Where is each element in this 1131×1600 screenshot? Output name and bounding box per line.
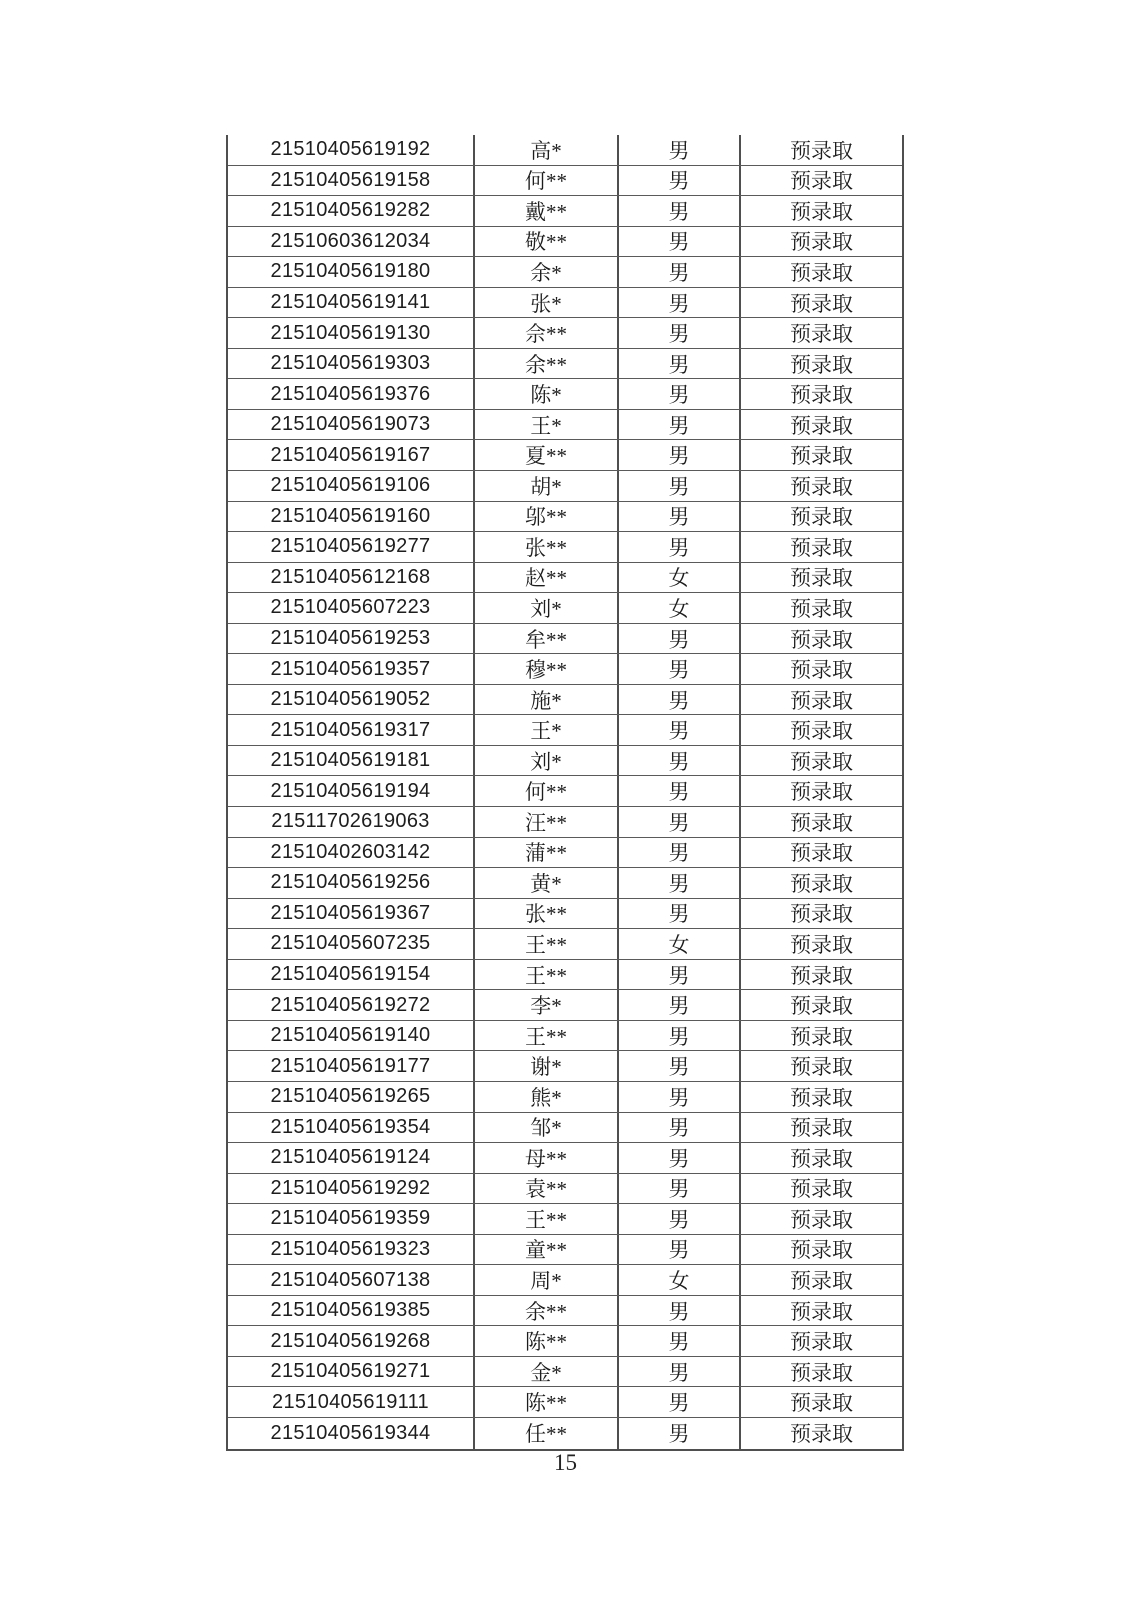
candidate-name-cell: 余** [473, 1296, 617, 1326]
candidate-id-cell: 21510405607138 [270, 1268, 431, 1291]
candidate-name-cell: 牟** [473, 624, 617, 654]
gender-cell: 男 [617, 502, 739, 532]
candidate-name-cell: 余** [473, 349, 617, 379]
status-cell: 预录取 [739, 1296, 902, 1326]
gender-cell: 男 [617, 135, 739, 165]
candidate-id-cell: 21510405619256 [270, 871, 431, 894]
candidate-name-cell: 王* [473, 410, 617, 440]
candidate-name-cell: 胡* [473, 471, 617, 501]
table-row [228, 410, 902, 441]
candidate-id-cell: 21510405619317 [270, 718, 431, 741]
candidate-id-cell: 21510405619253 [270, 627, 431, 650]
status-cell: 预录取 [739, 1204, 902, 1234]
candidate-name-cell: 谢* [473, 1051, 617, 1081]
table-row [228, 288, 902, 319]
table-row [228, 318, 902, 349]
candidate-id-cell: 21510405619292 [270, 1176, 431, 1199]
candidate-id-cell: 21510405612168 [270, 565, 431, 588]
status-cell: 预录取 [739, 349, 902, 379]
status-cell: 预录取 [739, 166, 902, 196]
status-cell: 预录取 [739, 776, 902, 806]
gender-cell: 男 [617, 1326, 739, 1356]
status-cell: 预录取 [739, 1418, 902, 1449]
candidate-name-cell: 王** [473, 929, 617, 959]
candidate-id-cell: 21510405619106 [270, 474, 431, 497]
gender-cell: 男 [617, 1051, 739, 1081]
gender-cell: 男 [617, 379, 739, 409]
table-row [228, 654, 902, 685]
table-row [228, 1174, 902, 1205]
table-row [228, 624, 902, 655]
candidate-id-cell: 21510405619154 [270, 963, 431, 986]
gender-cell: 男 [617, 349, 739, 379]
candidate-id-cell: 21510405619181 [270, 749, 431, 772]
status-cell: 预录取 [739, 1082, 902, 1112]
status-cell: 预录取 [739, 715, 902, 745]
status-cell: 预录取 [739, 227, 902, 257]
candidate-id-cell: 21510405619277 [270, 535, 431, 558]
gender-cell: 男 [617, 1357, 739, 1387]
candidate-id-cell: 21510405619141 [270, 291, 431, 313]
candidate-id-cell: 21510405619052 [270, 688, 431, 711]
status-cell: 预录取 [739, 746, 902, 776]
status-cell: 预录取 [739, 593, 902, 623]
gender-cell: 男 [617, 471, 739, 501]
status-cell: 预录取 [739, 960, 902, 990]
table-row [228, 1235, 902, 1266]
candidate-name-cell: 何** [473, 166, 617, 196]
gender-cell: 男 [617, 838, 739, 868]
candidate-id-cell: 21511702619063 [271, 810, 430, 833]
candidate-id-cell: 21510405619282 [270, 199, 431, 222]
status-cell: 预录取 [739, 1357, 902, 1387]
table-row [228, 960, 902, 991]
candidate-name-cell: 汪** [473, 807, 617, 837]
page-number: 15 [554, 1450, 577, 1475]
status-cell: 预录取 [739, 624, 902, 654]
status-cell: 预录取 [739, 990, 902, 1020]
candidate-id-cell: 21510405607223 [270, 596, 431, 619]
table-row [228, 1418, 902, 1449]
table-row [228, 868, 902, 899]
gender-cell: 男 [617, 288, 739, 318]
candidate-id-cell: 21510405619158 [270, 168, 431, 191]
table-row [228, 440, 902, 471]
candidate-name-cell: 袁** [473, 1174, 617, 1204]
table-row [228, 563, 902, 594]
candidate-name-cell: 黄* [473, 868, 617, 898]
candidate-name-cell: 周* [473, 1265, 617, 1295]
candidate-id-cell: 21510405619194 [270, 779, 431, 802]
gender-cell: 男 [617, 410, 739, 440]
status-cell: 预录取 [739, 1113, 902, 1143]
gender-cell: 男 [617, 1021, 739, 1051]
gender-cell: 男 [617, 1113, 739, 1143]
status-cell: 预录取 [739, 1174, 902, 1204]
status-cell: 预录取 [739, 318, 902, 348]
candidate-name-cell: 夏** [473, 440, 617, 470]
status-cell: 预录取 [739, 1021, 902, 1051]
candidate-name-cell: 邬** [473, 502, 617, 532]
table-row [228, 1357, 902, 1388]
candidate-id-cell: 21510405619385 [270, 1299, 431, 1322]
status-cell: 预录取 [739, 471, 902, 501]
table-row [228, 990, 902, 1021]
gender-cell: 男 [617, 868, 739, 898]
gender-cell: 男 [617, 715, 739, 745]
candidate-id-cell: 21510405607235 [270, 932, 431, 955]
table-row [228, 715, 902, 746]
candidate-name-cell: 陈* [473, 379, 617, 409]
candidate-name-cell: 张** [473, 899, 617, 929]
candidate-id-cell: 21510405619303 [270, 352, 431, 375]
candidate-name-cell: 余* [473, 257, 617, 287]
table-row [228, 227, 902, 258]
status-cell: 预录取 [739, 563, 902, 593]
gender-cell: 男 [617, 1387, 739, 1417]
candidate-id-cell: 21510405619357 [270, 657, 431, 680]
status-cell: 预录取 [739, 868, 902, 898]
status-cell: 预录取 [739, 440, 902, 470]
gender-cell: 男 [617, 654, 739, 684]
table-row [228, 532, 902, 563]
candidate-id-cell: 21510405619344 [270, 1421, 431, 1444]
candidate-id-cell: 21510405619268 [270, 1329, 431, 1352]
status-cell: 预录取 [739, 1387, 902, 1417]
gender-cell: 男 [617, 1418, 739, 1449]
candidate-id-cell: 21510405619073 [270, 413, 431, 436]
table-row [228, 135, 902, 166]
candidate-name-cell: 何** [473, 776, 617, 806]
table-row [228, 899, 902, 930]
candidate-id-cell: 21510405619167 [270, 443, 431, 466]
table-row [228, 1082, 902, 1113]
candidate-id-cell: 21510402603142 [270, 840, 431, 863]
table-row [228, 1204, 902, 1235]
gender-cell: 男 [617, 960, 739, 990]
status-cell: 预录取 [739, 685, 902, 715]
table-row [228, 685, 902, 716]
candidate-name-cell: 施* [473, 685, 617, 715]
table-row [228, 1051, 902, 1082]
table-row [228, 379, 902, 410]
gender-cell: 男 [617, 227, 739, 257]
gender-cell: 男 [617, 899, 739, 929]
table-row [228, 349, 902, 380]
status-cell: 预录取 [739, 654, 902, 684]
candidate-name-cell: 陈** [473, 1387, 617, 1417]
candidate-id-cell: 21510405619124 [270, 1146, 431, 1169]
candidate-id-cell: 21510405619376 [270, 382, 431, 405]
candidate-name-cell: 刘* [473, 746, 617, 776]
gender-cell: 男 [617, 1174, 739, 1204]
gender-cell: 男 [617, 166, 739, 196]
table-row [228, 1387, 902, 1418]
table-row [228, 1296, 902, 1327]
gender-cell: 男 [617, 1235, 739, 1265]
candidate-id-cell: 21510405619323 [270, 1237, 431, 1260]
candidate-name-cell: 陈** [473, 1326, 617, 1356]
candidate-name-cell: 戴** [473, 196, 617, 226]
status-cell: 预录取 [739, 899, 902, 929]
table-row [228, 1021, 902, 1052]
status-cell: 预录取 [739, 257, 902, 287]
candidate-name-cell: 王** [473, 1021, 617, 1051]
candidate-name-cell: 高* [473, 135, 617, 165]
candidate-name-cell: 任** [473, 1418, 617, 1449]
table-row [228, 166, 902, 197]
candidate-id-cell: 21510405619140 [270, 1024, 431, 1047]
candidate-id-cell: 21510405619354 [270, 1115, 431, 1138]
candidate-name-cell: 王* [473, 715, 617, 745]
table-row [228, 838, 902, 869]
admission-list-table [226, 135, 904, 1451]
candidate-name-cell: 王** [473, 960, 617, 990]
table-row [228, 593, 902, 624]
candidate-name-cell: 佘** [473, 318, 617, 348]
gender-cell: 男 [617, 685, 739, 715]
table-row [228, 257, 902, 288]
candidate-id-cell: 21510405619367 [270, 901, 431, 924]
candidate-id-cell: 21510405619111 [272, 1390, 429, 1413]
gender-cell: 男 [617, 318, 739, 348]
gender-cell: 女 [617, 563, 739, 593]
candidate-name-cell: 熊* [473, 1082, 617, 1112]
candidate-name-cell: 赵** [473, 563, 617, 593]
gender-cell: 男 [617, 746, 739, 776]
candidate-name-cell: 张* [473, 288, 617, 318]
status-cell: 预录取 [739, 1265, 902, 1295]
status-cell: 预录取 [739, 838, 902, 868]
candidate-name-cell: 邹* [473, 1113, 617, 1143]
table-row [228, 1326, 902, 1357]
status-cell: 预录取 [739, 1143, 902, 1173]
gender-cell: 男 [617, 1296, 739, 1326]
candidate-id-cell: 21510405619272 [270, 993, 431, 1016]
gender-cell: 男 [617, 776, 739, 806]
gender-cell: 男 [617, 440, 739, 470]
candidate-name-cell: 刘* [473, 593, 617, 623]
candidate-id-cell: 21510405619130 [270, 321, 431, 344]
gender-cell: 女 [617, 1265, 739, 1295]
status-cell: 预录取 [739, 196, 902, 226]
gender-cell: 男 [617, 257, 739, 287]
candidate-id-cell: 21510405619265 [270, 1085, 431, 1108]
table-row [228, 929, 902, 960]
table-row [228, 471, 902, 502]
candidate-name-cell: 张** [473, 532, 617, 562]
status-cell: 预录取 [739, 135, 902, 165]
candidate-name-cell: 敬** [473, 227, 617, 257]
candidate-id-cell: 21510603612034 [270, 229, 431, 252]
table-row [228, 1265, 902, 1296]
status-cell: 预录取 [739, 288, 902, 318]
gender-cell: 男 [617, 1082, 739, 1112]
candidate-name-cell: 李* [473, 990, 617, 1020]
table-row [228, 502, 902, 533]
candidate-id-cell: 21510405619180 [270, 260, 431, 283]
candidate-name-cell: 穆** [473, 654, 617, 684]
gender-cell: 男 [617, 532, 739, 562]
candidate-id-cell: 21510405619271 [270, 1360, 431, 1383]
table-row [228, 1143, 902, 1174]
status-cell: 预录取 [739, 807, 902, 837]
gender-cell: 男 [617, 1143, 739, 1173]
candidate-name-cell: 母** [473, 1143, 617, 1173]
gender-cell: 男 [617, 196, 739, 226]
gender-cell: 女 [617, 929, 739, 959]
candidate-id-cell: 21510405619160 [270, 504, 431, 527]
status-cell: 预录取 [739, 1326, 902, 1356]
candidate-name-cell: 王** [473, 1204, 617, 1234]
status-cell: 预录取 [739, 532, 902, 562]
status-cell: 预录取 [739, 1235, 902, 1265]
candidate-id-cell: 21510405619177 [270, 1054, 431, 1077]
status-cell: 预录取 [739, 379, 902, 409]
status-cell: 预录取 [739, 929, 902, 959]
gender-cell: 男 [617, 990, 739, 1020]
candidate-id-cell: 21510405619192 [270, 138, 431, 161]
candidate-name-cell: 童** [473, 1235, 617, 1265]
table-row [228, 807, 902, 838]
table-row [228, 746, 902, 777]
candidate-name-cell: 金* [473, 1357, 617, 1387]
candidate-id-cell: 21510405619359 [270, 1207, 431, 1230]
status-cell: 预录取 [739, 410, 902, 440]
gender-cell: 女 [617, 593, 739, 623]
table-row [228, 776, 902, 807]
gender-cell: 男 [617, 807, 739, 837]
status-cell: 预录取 [739, 502, 902, 532]
gender-cell: 男 [617, 624, 739, 654]
candidate-name-cell: 蒲** [473, 838, 617, 868]
status-cell: 预录取 [739, 1051, 902, 1081]
gender-cell: 男 [617, 1204, 739, 1234]
table-row [228, 1113, 902, 1144]
table-row [228, 196, 902, 227]
